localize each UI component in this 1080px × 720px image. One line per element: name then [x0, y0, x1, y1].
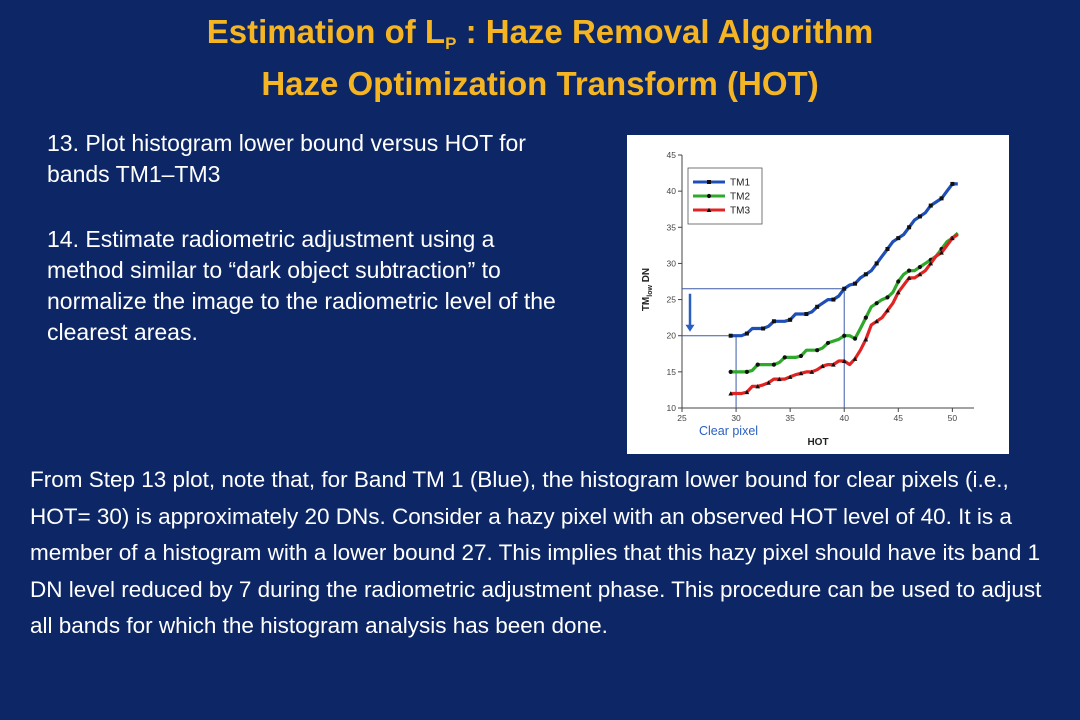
series-tm3 [728, 235, 957, 396]
y-tick-label: 20 [666, 330, 676, 341]
y-tick-label: 40 [666, 186, 676, 197]
data-point [885, 295, 889, 299]
clear-pixel-annotation: Clear pixel [699, 424, 759, 438]
x-tick-label: 45 [893, 413, 904, 423]
title-suffix: : Haze Removal Algorithm [456, 13, 874, 50]
data-point [788, 318, 792, 322]
hot-chart [627, 135, 1009, 454]
x-tick-label: 35 [785, 413, 795, 423]
legend-label: TM3 [730, 205, 750, 217]
slide-title-line2: Haze Optimization Transform (HOT) [261, 65, 819, 102]
data-point [729, 334, 733, 338]
data-point [950, 182, 954, 186]
data-point [815, 348, 819, 352]
data-point [799, 354, 803, 358]
series-tm2 [729, 233, 958, 374]
legend [688, 168, 762, 224]
series-tm1 [729, 182, 958, 338]
y-tick-label: 45 [666, 150, 676, 160]
data-point [815, 305, 819, 309]
data-point [918, 214, 922, 218]
x-tick-label: 25 [677, 413, 687, 423]
slide-title-line1 [0, 12, 1080, 52]
data-point [831, 298, 835, 302]
data-point [783, 355, 787, 359]
title-prefix: Estimation of L [206, 13, 446, 50]
data-point [918, 265, 922, 269]
data-point [864, 272, 868, 276]
data-point [761, 326, 765, 330]
x-tick-label: 50 [947, 413, 958, 423]
x-tick-label: 30 [731, 413, 741, 423]
data-point [772, 319, 776, 323]
y-tick-label: 30 [666, 258, 676, 269]
data-point [875, 301, 879, 305]
data-point [896, 279, 900, 283]
data-point [929, 204, 933, 208]
data-point [907, 225, 911, 229]
x-tick-label: 40 [839, 413, 849, 423]
data-point [826, 341, 830, 345]
data-point [756, 363, 760, 367]
legend-marker [707, 194, 711, 198]
data-point [842, 334, 846, 338]
data-point [885, 247, 889, 251]
data-point [729, 370, 733, 374]
reduction-arrow-head [686, 325, 695, 332]
y-tick-label: 15 [666, 366, 676, 377]
data-point [907, 269, 911, 273]
step-13-text: 13. Plot histogram lower bound versus HOT for bands TM1–TM3 [47, 130, 526, 187]
legend-label: TM1 [730, 177, 750, 189]
data-point [772, 363, 776, 367]
data-point [745, 332, 749, 336]
legend-label: TM2 [730, 191, 750, 203]
y-axis-title: $TM_{low}$ DN [641, 267, 654, 312]
data-point [864, 316, 868, 320]
x-axis-title: HOT [807, 437, 829, 448]
y-tick-label: 35 [666, 222, 676, 233]
data-point [853, 337, 857, 341]
data-point [853, 282, 857, 286]
data-point [875, 261, 879, 265]
y-tick-label: 10 [666, 403, 676, 413]
legend-marker [707, 180, 711, 184]
data-point [804, 312, 808, 316]
y-tick-label: 25 [666, 294, 676, 305]
step-14-text: 14. Estimate radiometric adjustment using a method similar to “dark object subtraction” to normalize the image to the radiometric level of the clearest areas. [47, 226, 556, 345]
title-subscript: P [445, 34, 457, 53]
data-point [940, 196, 944, 200]
chart-canvas [627, 135, 1009, 454]
data-point [896, 236, 900, 240]
data-point [842, 287, 846, 291]
data-point [745, 370, 749, 374]
explanation-paragraph: From Step 13 plot, note that, for Band TM 1 (Blue), the histogram lower bound for clear pixels (i.e., HOT= 30) is approximately 20 DNs. Consider a hazy pixel with an observed HOT level of 40. It is a member of a histogram with a lower bound 27. This implies that this hazy pixel should have its band 1 DN level reduced by 7 during the radiometric adjustment phase. This procedure can be used to adjust all bands for which the histogram analysis has been done. [30, 467, 1042, 638]
